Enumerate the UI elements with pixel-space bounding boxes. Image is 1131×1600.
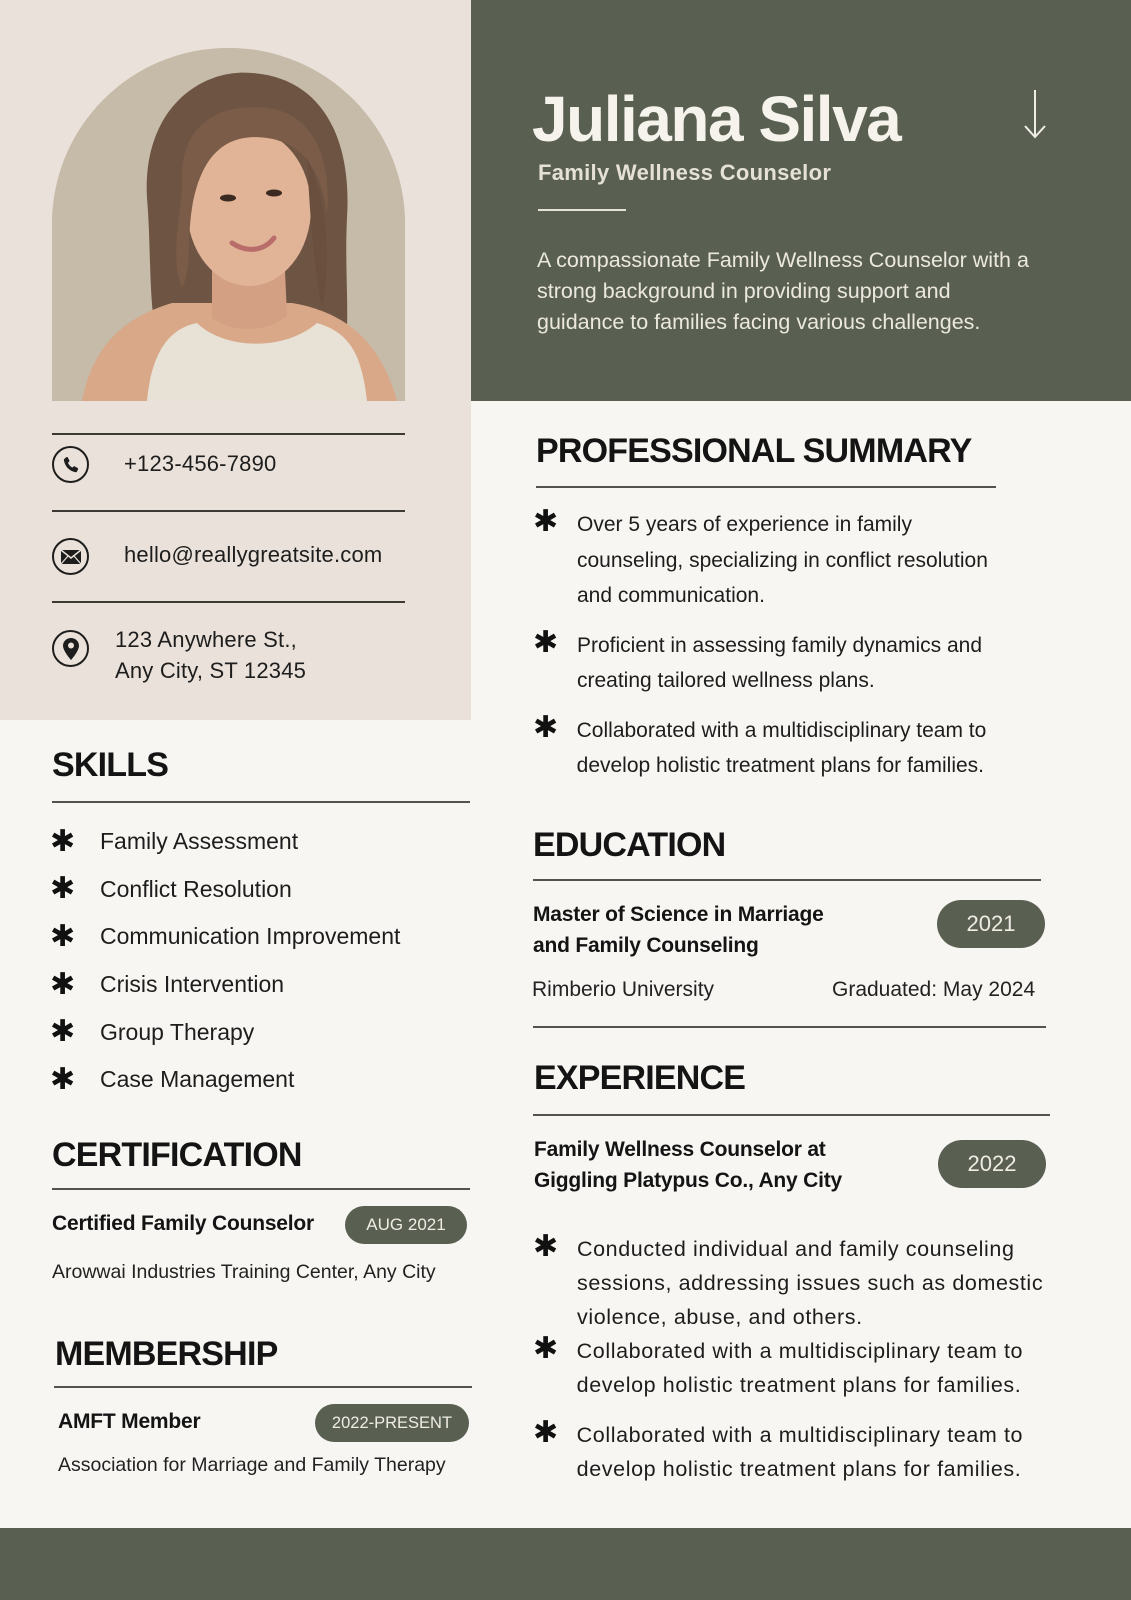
summary-list	[533, 504, 1023, 784]
skills-heading: SKILLS	[52, 746, 169, 784]
education-year-badge: 2021	[937, 900, 1045, 948]
experience-heading: EXPERIENCE	[534, 1059, 746, 1097]
mail-icon	[52, 538, 89, 575]
skill-item: ✱ Crisis Intervention	[50, 966, 285, 1002]
asterisk-bullet-icon: ✱	[50, 871, 76, 907]
membership-period-badge: 2022-PRESENT	[315, 1404, 469, 1442]
summary-heading: PROFESSIONAL SUMMARY	[536, 432, 972, 470]
membership-title: AMFT Member	[58, 1410, 201, 1433]
education-degree: Master of Science in Marriage and Family Counseling	[533, 903, 824, 957]
asterisk-bullet-icon: ✱	[50, 966, 76, 1002]
skill-item: ✱ Family Assessment	[50, 823, 299, 859]
skills-list	[50, 818, 400, 1104]
experience-item: ✱ Collaborated with a multidisciplinary team to develop holistic treatment plans for families.	[533, 1418, 1053, 1486]
experience-item: ✱ Conducted individual and family counseling sessions, addressing issues such as domestic violence, abuse, and others.	[533, 1232, 1053, 1334]
experience-item: ✱ Collaborated with a multidisciplinary team to develop holistic treatment plans for families.	[533, 1334, 1053, 1402]
skill-item: ✱ Case Management	[50, 1061, 295, 1097]
phone-icon	[52, 446, 89, 483]
certification-date-badge: AUG 2021	[345, 1206, 467, 1244]
summary-item: ✱ Collaborated with a multidisciplinary team to develop holistic treatment plans for families.	[533, 713, 1023, 784]
membership-organization: Association for Marriage and Family Therapy	[58, 1454, 446, 1476]
asterisk-bullet-icon: ✱	[533, 709, 559, 745]
asterisk-bullet-icon: ✱	[50, 918, 76, 954]
membership-heading: MEMBERSHIP	[55, 1335, 278, 1373]
education-bottom-divider	[533, 1026, 1046, 1028]
header-banner	[471, 0, 1131, 401]
location-pin-icon	[52, 630, 89, 667]
contact-divider	[52, 510, 405, 512]
asterisk-bullet-icon: ✱	[533, 1331, 559, 1366]
candidate-name: Juliana Silva	[532, 83, 901, 155]
certification-heading: CERTIFICATION	[52, 1136, 302, 1174]
footer-bar	[0, 1528, 1131, 1600]
education-divider	[533, 879, 1041, 881]
asterisk-bullet-icon: ✱	[50, 1061, 76, 1097]
contact-divider	[52, 601, 405, 603]
certification-title: Certified Family Counselor	[52, 1212, 315, 1235]
certification-divider	[52, 1188, 470, 1190]
asterisk-bullet-icon: ✱	[533, 624, 559, 660]
skill-item: ✱ Conflict Resolution	[50, 871, 292, 907]
asterisk-bullet-icon: ✱	[533, 1415, 559, 1450]
skill-item: ✱ Communication Improvement	[50, 918, 401, 954]
asterisk-bullet-icon: ✱	[50, 1014, 76, 1050]
asterisk-bullet-icon: ✱	[533, 1229, 559, 1264]
contact-divider	[52, 433, 405, 435]
experience-year-badge: 2022	[938, 1140, 1046, 1188]
candidate-role: Family Wellness Counselor	[538, 160, 832, 185]
email-address[interactable]: hello@reallygreatsite.com	[124, 542, 383, 567]
membership-divider	[54, 1386, 472, 1388]
asterisk-bullet-icon: ✱	[533, 504, 559, 539]
skills-divider	[52, 801, 470, 803]
experience-list	[533, 1229, 1053, 1486]
asterisk-bullet-icon: ✱	[50, 823, 76, 859]
arrow-down-icon	[1020, 88, 1050, 140]
address-line-2: Any City, ST 12345	[115, 658, 307, 683]
experience-title: Family Wellness Counselor at Giggling Platypus Co., Any City	[534, 1138, 843, 1192]
header-divider	[538, 209, 626, 211]
summary-divider	[536, 486, 996, 488]
skill-item: ✱ Group Therapy	[50, 1014, 255, 1050]
summary-item: ✱ Proficient in assessing family dynamics and creating tailored wellness plans.	[533, 628, 1023, 699]
portrait-illustration	[52, 48, 405, 401]
education-heading: EDUCATION	[533, 826, 726, 864]
summary-item: ✱ Over 5 years of experience in family counseling, specializing in conflict resolution and communication.	[533, 507, 1023, 614]
education-school: Rimberio University	[532, 978, 715, 1001]
certification-issuer: Arowwai Industries Training Center, Any City	[52, 1261, 436, 1283]
intro-paragraph: A compassionate Family Wellness Counselor with a strong background in providing support and guidance to families facing various challenges.	[537, 248, 1029, 334]
profile-photo	[52, 48, 405, 401]
experience-divider	[533, 1114, 1050, 1116]
address-line-1: 123 Anywhere St.,	[115, 627, 297, 652]
education-graduated: Graduated: May 2024	[832, 978, 1036, 1001]
phone-number[interactable]: +123-456-7890	[124, 451, 277, 476]
